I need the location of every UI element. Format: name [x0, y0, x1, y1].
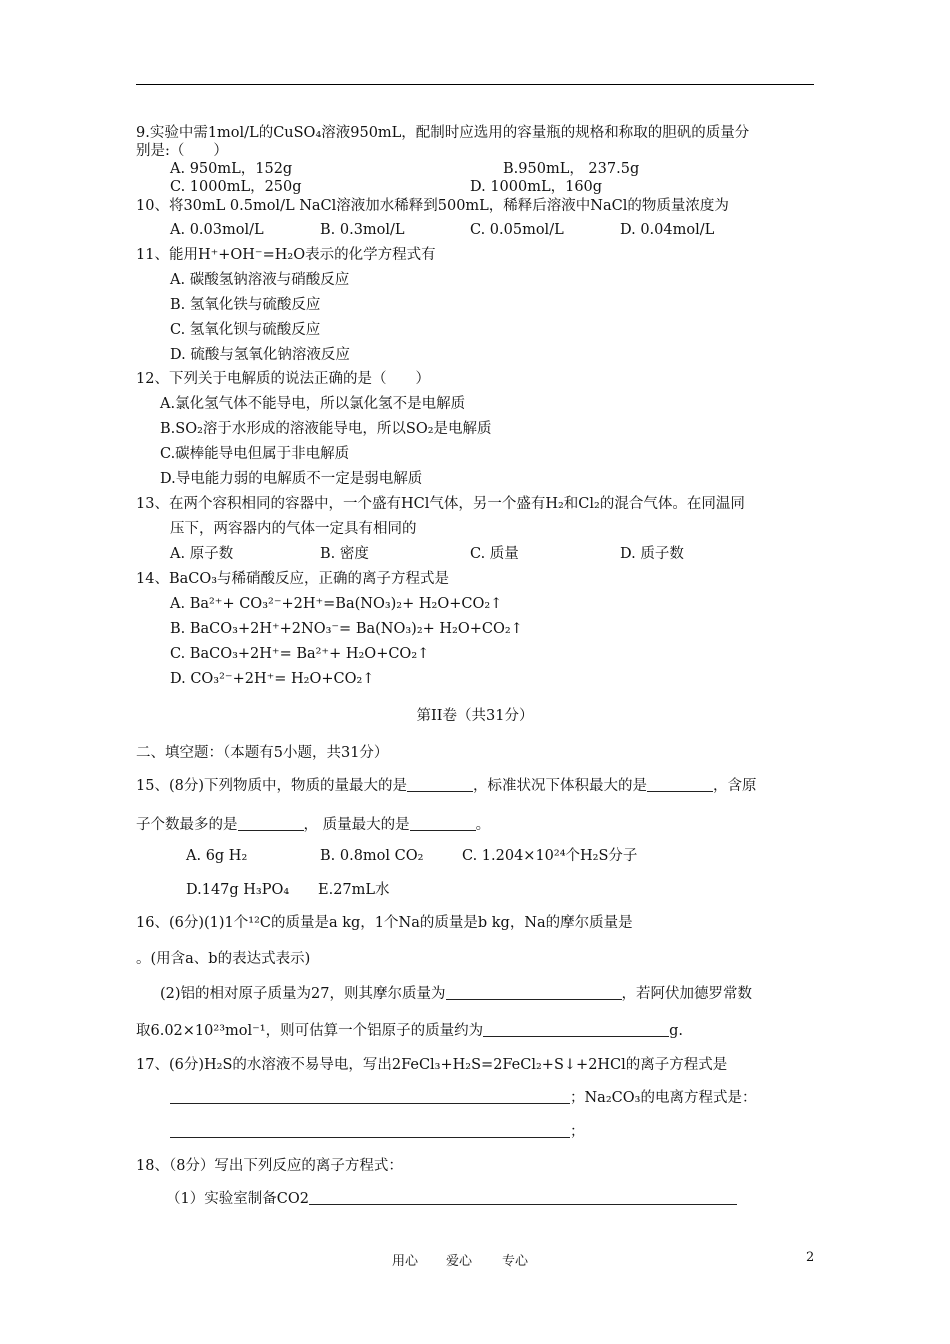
q16-line2: 。(用含a、b的表达式表示) — [136, 951, 311, 967]
q10-option-c: C. 0.05mol/L — [470, 222, 564, 238]
q15-option-e: E.27mL水 — [318, 882, 390, 898]
q13-option-d: D. 质子数 — [620, 546, 684, 562]
q16-line1: 16、(6分)(1)1个¹²C的质量是a kg，1个Na的质量是b kg，Na的摩尔质量是 — [136, 915, 633, 931]
q16-text-3b: ，若阿伏加德罗常数 — [621, 986, 752, 1002]
q9-option-b: B.950mL， 237.5g — [503, 161, 640, 177]
q16-text-3a: (2)铝的相对原子质量为27，则其摩尔质量为 — [160, 986, 446, 1002]
q9-option-c: C. 1000mL，250g — [170, 179, 302, 195]
q17-text-3: ； — [570, 1124, 585, 1140]
q11-stem: 11、能用H⁺+OH⁻=H₂O表示的化学方程式有 — [136, 247, 436, 263]
footer-word-3: 专心 — [502, 1254, 529, 1269]
q11-option-a: A. 碳酸氢钠溶液与硝酸反应 — [170, 272, 350, 288]
q16-text-4b: g. — [669, 1023, 683, 1039]
footer-word-2: 爱心 — [446, 1254, 473, 1269]
q17-line2 — [170, 1088, 756, 1108]
q17-line1: 17、(6分)H₂S的水溶液不易导电，写出2FeCl₃+H₂S=2FeCl₂+S↓+2HCl的离子方程式是 — [136, 1057, 728, 1073]
q14-option-d: D. CO₃²⁻+2H⁺= H₂O+CO₂↑ — [170, 671, 375, 687]
q12-option-d: D.导电能力弱的电解质不一定是弱电解质 — [160, 471, 423, 487]
q10-option-a: A. 0.03mol/L — [170, 222, 264, 238]
part2-title: 第II卷（共31分） — [416, 708, 534, 724]
q15-option-a: A. 6g H₂ — [186, 848, 248, 864]
q15-line1 — [136, 776, 757, 796]
q14-option-c: C. BaCO₃+2H⁺= Ba²⁺+ H₂O+CO₂↑ — [170, 646, 430, 662]
q15-text-2: ，标准状况下体积最大的是 — [473, 778, 647, 794]
q11-option-b: B. 氢氧化铁与硫酸反应 — [170, 297, 321, 313]
q13-option-b: B. 密度 — [320, 546, 369, 562]
q12-option-c: C.碳棒能导电但属于非电解质 — [160, 446, 350, 462]
q9-stem-line2: 别是:（ ） — [136, 143, 228, 159]
q10-option-b: B. 0.3mol/L — [320, 222, 405, 238]
q15-line2 — [136, 815, 490, 835]
q9-stem-line1: 9.实验中需1mol/L的CuSO₄溶液950mL，配制时应选用的容量瓶的规格和称取的胆矾的质量分 — [136, 125, 750, 141]
q15-blank-1[interactable] — [407, 777, 473, 792]
q15-blank-3[interactable] — [238, 816, 304, 831]
q17-line3 — [170, 1122, 585, 1142]
q17-blank-2[interactable] — [170, 1123, 570, 1138]
footer-word-1: 用心 — [392, 1254, 419, 1269]
q16-line4 — [136, 1021, 683, 1041]
q15-blank-4[interactable] — [410, 816, 476, 831]
q12-option-b: B.SO₂溶于水形成的溶液能导电，所以SO₂是电解质 — [160, 421, 492, 437]
q13-option-c: C. 质量 — [470, 546, 519, 562]
q15-option-c: C. 1.204×10²⁴个H₂S分子 — [462, 848, 638, 864]
q15-text-1: 15、(8分)下列物质中，物质的量最大的是 — [136, 778, 407, 794]
q15-text-5: ， 质量最大的是 — [303, 817, 410, 833]
q15-text-6: 。 — [475, 817, 491, 833]
q17-text-2: ；Na₂CO₃的电离方程式是： — [570, 1090, 757, 1106]
q18-item1 — [166, 1189, 737, 1209]
q16-blank-1[interactable] — [446, 985, 622, 1000]
q15-option-b: B. 0.8mol CO₂ — [320, 848, 424, 864]
q14-option-a: A. Ba²⁺+ CO₃²⁻+2H⁺=Ba(NO₃)₂+ H₂O+CO₂↑ — [170, 596, 503, 612]
q13-stem-line2: 压下，两容器内的气体一定具有相同的 — [170, 521, 417, 537]
section2-heading: 二、填空题：（本题有5小题，共31分） — [136, 745, 389, 761]
q16-blank-2[interactable] — [483, 1022, 669, 1037]
q12-stem: 12、下列关于电解质的说法正确的是（ ） — [136, 371, 430, 387]
q10-option-d: D. 0.04mol/L — [620, 222, 715, 238]
header-rule — [136, 84, 814, 85]
q16-text-4a: 取6.02×10²³mol⁻¹，则可估算一个铝原子的质量约为 — [136, 1023, 484, 1039]
q12-option-a: A.氯化氢气体不能导电，所以氯化氢不是电解质 — [160, 396, 466, 412]
q11-option-d: D. 硫酸与氢氧化钠溶液反应 — [170, 347, 350, 363]
q17-blank-1[interactable] — [170, 1089, 570, 1104]
q11-option-c: C. 氢氧化钡与硫酸反应 — [170, 322, 321, 338]
page-number: 2 — [806, 1250, 815, 1265]
q15-text-3: ，含原 — [713, 778, 757, 794]
q18-stem: 18、（8分）写出下列反应的离子方程式： — [136, 1158, 403, 1174]
q15-blank-2[interactable] — [647, 777, 713, 792]
q9-option-a: A. 950mL，152g — [170, 161, 293, 177]
q18-item1-text: （1）实验室制备CO2 — [166, 1191, 309, 1207]
q13-stem-line1: 13、在两个容积相同的容器中，一个盛有HCl气体，另一个盛有H₂和Cl₂的混合气体。在同温同 — [136, 496, 745, 512]
q15-text-4: 子个数最多的是 — [136, 817, 238, 833]
q14-option-b: B. BaCO₃+2H⁺+2NO₃⁻= Ba(NO₃)₂+ H₂O+CO₂↑ — [170, 621, 523, 637]
q14-stem: 14、BaCO₃与稀硝酸反应，正确的离子方程式是 — [136, 571, 450, 587]
q15-option-d: D.147g H₃PO₄ — [186, 882, 290, 898]
q9-option-d: D. 1000mL，160g — [470, 179, 603, 195]
q13-option-a: A. 原子数 — [170, 546, 234, 562]
q18-blank-1[interactable] — [309, 1190, 737, 1205]
q10-stem: 10、将30mL 0.5mol/L NaCl溶液加水稀释到500mL，稀释后溶液中NaCl的物质量浓度为 — [136, 198, 729, 214]
q16-line3 — [160, 984, 752, 1004]
